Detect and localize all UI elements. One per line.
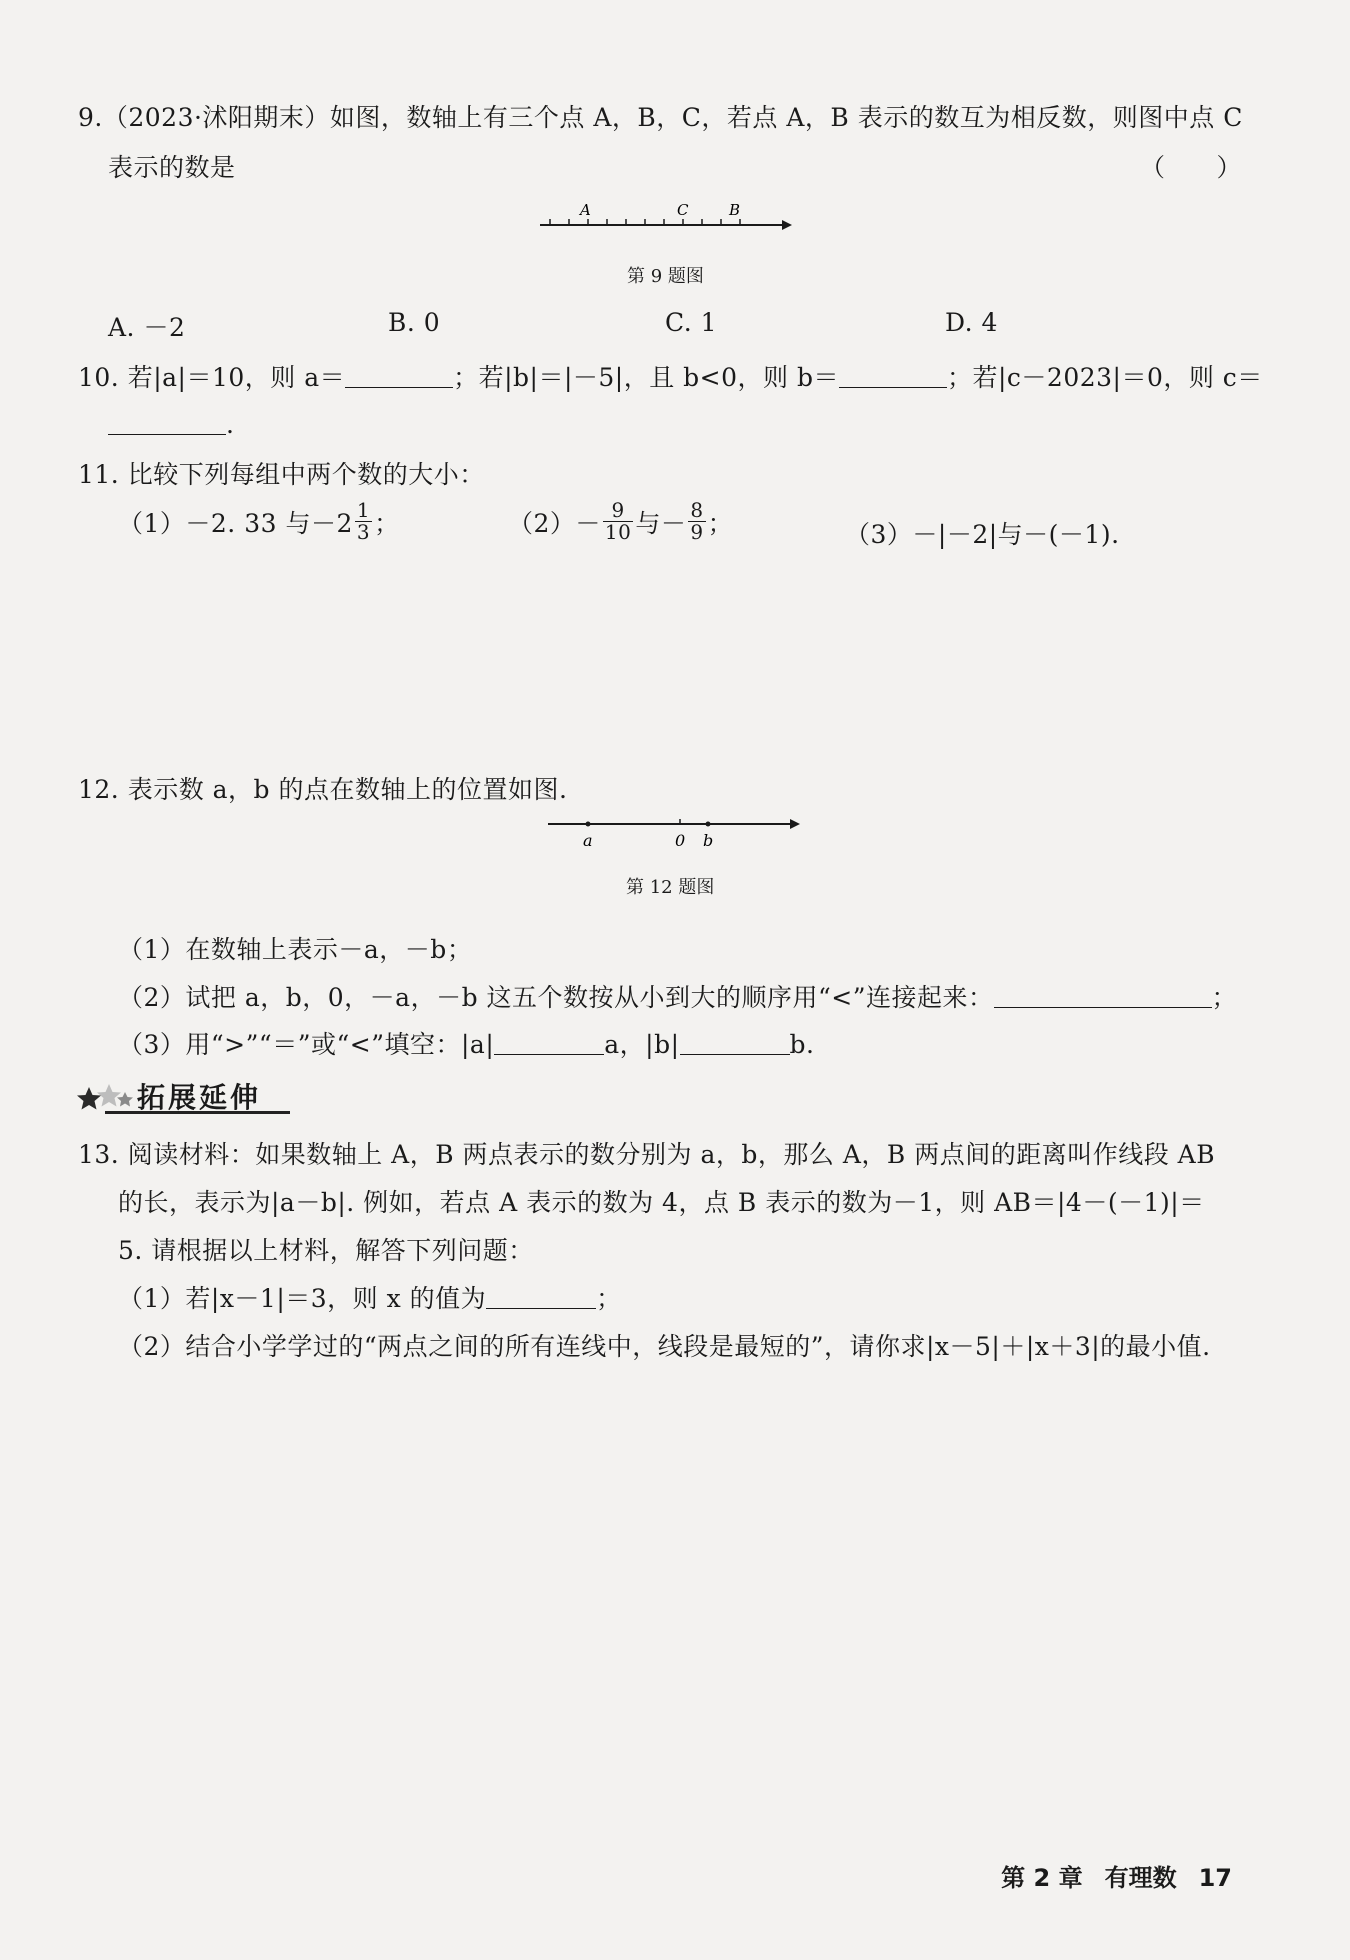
q9-label-a: A [580, 201, 591, 219]
q12-label-b: b [703, 831, 714, 850]
q9-option-b: B. 0 [388, 308, 441, 337]
q13-blank-x[interactable] [486, 1286, 596, 1309]
q11-p1-denominator: 3 [356, 520, 371, 544]
footer-chapter: 第 2 章 [1001, 1864, 1083, 1892]
q12-number-line [548, 812, 808, 854]
q12-p3-mid: a，|b| [604, 1030, 680, 1059]
q11-part2 [508, 500, 733, 543]
q11-p2-fraction1 [603, 500, 633, 543]
q12-p2-end: ； [1211, 983, 1238, 1012]
q10-part2: ；若|b|＝|－5|，且 b<0，则 b＝ [453, 363, 839, 392]
q9-option-c: C. 1 [665, 308, 718, 337]
q11-p1-numerator: 1 [356, 498, 371, 522]
q9-number-line [540, 195, 800, 235]
q11-p2-numerator1: 9 [603, 500, 633, 522]
q9-label-b: B [729, 201, 741, 219]
q12-blank-abs-b[interactable] [680, 1032, 790, 1055]
q11-p2-denominator2: 9 [690, 520, 704, 544]
q10-line [78, 358, 1263, 394]
q13-p1-end: ； [596, 1284, 622, 1313]
q11-p1-end: ； [374, 508, 400, 538]
q11-p1-fraction [355, 500, 372, 543]
q11-p1-text: （1）－2. 33 与－2 [118, 508, 353, 538]
q12-label-zero: 0 [675, 831, 686, 850]
q11-part3: （3）－|－2|与－(－1). [845, 520, 1120, 549]
q11-p2-mid: 与－ [635, 508, 687, 538]
q9-option-d: D. 4 [945, 308, 998, 337]
q10-part3: ；若|c－2023|＝0，则 c＝ [946, 363, 1263, 392]
q12-part1: （1）在数轴上表示－a，－b； [118, 935, 473, 964]
q13-part1 [118, 1279, 622, 1315]
footer-title: 有理数 [1104, 1864, 1177, 1892]
q12-stem: 12. 表示数 a，b 的点在数轴上的位置如图. [78, 775, 568, 804]
q10-line2 [108, 410, 234, 439]
section-underline [105, 1111, 290, 1114]
q12-part3 [118, 1025, 814, 1061]
q13-line3: 5. 请根据以上材料，解答下列问题： [118, 1236, 534, 1265]
q13-line2: 的长，表示为|a－b|. 例如，若点 A 表示的数为 4，点 B 表示的数为－1，则 AB＝|4－(－1)|＝ [118, 1188, 1205, 1217]
q12-figure-caption: 第 12 题图 [626, 877, 715, 898]
q9-option-a: A. －2 [108, 313, 186, 342]
q9-line2: 表示的数是 [108, 153, 236, 182]
q11-p2-fraction2 [688, 500, 705, 543]
q11-part1 [118, 500, 400, 543]
q9-line1: 9.（2023·沭阳期末）如图，数轴上有三个点 A，B，C，若点 A，B 表示的数互为相反数，则图中点 C [78, 103, 1243, 132]
page-footer [1001, 1858, 1232, 1893]
q11-p2-text: （2）－ [508, 508, 601, 538]
section-title: 拓展延伸 [137, 1081, 262, 1114]
q12-blank-abs-a[interactable] [494, 1032, 604, 1055]
star-icon [75, 1084, 133, 1114]
q12-p3-end: b. [789, 1030, 815, 1059]
q11-p2-numerator2: 8 [690, 498, 704, 522]
q10-blank-c[interactable] [108, 412, 226, 435]
q11-p2-denominator1: 10 [604, 520, 632, 544]
q12-blank-order[interactable] [994, 985, 1212, 1008]
section-header [75, 1070, 290, 1120]
q10-blank-a[interactable] [345, 365, 453, 388]
q12-p2-text: （2）试把 a，b，0，－a，－b 这五个数按从小到大的顺序用“<”连接起来： [118, 983, 994, 1012]
q11-stem: 11. 比较下列每组中两个数的大小： [78, 460, 485, 489]
q9-label-c: C [677, 201, 689, 219]
q13-part2: （2）结合小学学过的“两点之间的所有连线中，线段是最短的”，请你求|x－5|＋|x＋3|的最小值. [118, 1332, 1211, 1361]
q9-answer-paren: （ ） [1140, 153, 1243, 182]
page-number: 17 [1198, 1864, 1232, 1892]
q12-label-a: a [583, 831, 593, 850]
q10-blank-b[interactable] [839, 365, 947, 388]
q11-p2-end: ； [707, 508, 734, 538]
q10-part1: 10. 若|a|＝10，则 a＝ [78, 363, 346, 392]
q12-p3-text: （3）用“>”“＝”或“<”填空：|a| [118, 1030, 495, 1059]
q13-line1: 13. 阅读材料：如果数轴上 A，B 两点表示的数分别为 a，b，那么 A，B 两点间的距离叫作线段 AB [78, 1140, 1216, 1169]
q13-p1-text: （1）若|x－1|＝3，则 x 的值为 [118, 1284, 487, 1313]
q9-figure-caption: 第 9 题图 [627, 266, 704, 287]
q10-end: . [226, 410, 235, 439]
q12-part2 [118, 978, 1237, 1014]
